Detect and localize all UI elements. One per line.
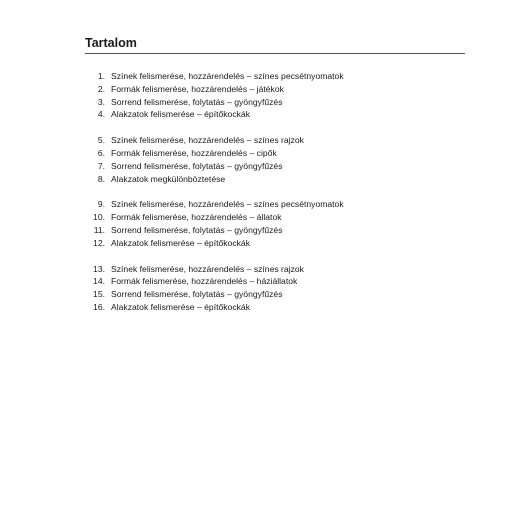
toc-entry-title: Alakzatok felismerése – építőkockák	[111, 301, 250, 312]
toc-entry	[85, 147, 465, 160]
page-title: Tartalom	[85, 36, 137, 50]
toc-entry	[85, 70, 465, 83]
toc-entry	[85, 134, 465, 147]
toc-group	[85, 198, 465, 249]
toc-entry	[85, 160, 465, 173]
toc-entry	[85, 83, 465, 96]
toc-entry-number: 14.	[93, 276, 105, 287]
document-page	[85, 36, 465, 327]
toc-entry-title: Formák felismerése, hozzárendelés – cipők	[111, 147, 277, 158]
toc-entry-number: 12.	[93, 237, 105, 248]
toc-entry-title: Formák felismerése, hozzárendelés – játékok	[111, 83, 284, 94]
toc-entry	[85, 173, 465, 186]
toc-entry-title: Alakzatok megkülönböztetése	[111, 173, 226, 184]
toc-entry-title: Sorrend felismerése, folytatás – gyöngyfűzés	[111, 160, 283, 171]
toc-entry	[85, 211, 465, 224]
toc-entry-number: 4.	[97, 109, 105, 120]
toc-entry-title: Formák felismerése, hozzárendelés – háziállatok	[111, 276, 298, 287]
toc-entry-number: 1.	[97, 71, 105, 81]
toc-entry-title: Színek felismerése, hozzárendelés – színes rajzok	[111, 263, 304, 274]
toc-entry-number: 8.	[97, 173, 105, 184]
toc-entry-number: 15.	[93, 289, 105, 300]
toc-entry-number: 7.	[97, 160, 105, 171]
toc-entry-title: Színek felismerése, hozzárendelés – színes pecsétnyomatok	[111, 199, 344, 210]
toc-entry	[85, 198, 465, 211]
toc-entry-number: 9.	[97, 199, 105, 210]
toc-entry	[85, 224, 465, 237]
toc-entry	[85, 288, 465, 301]
toc-entry-title: Alakzatok felismerése – építőkockák	[111, 109, 250, 120]
toc-entry	[85, 263, 465, 276]
table-of-contents	[85, 70, 465, 314]
title-divider	[85, 53, 465, 54]
toc-entry-title: Sorrend felismerése, folytatás – gyöngyfűzés	[111, 289, 283, 300]
toc-entry	[85, 96, 465, 109]
toc-entry	[85, 108, 465, 121]
toc-entry-number: 10.	[93, 212, 105, 223]
toc-entry-number: 11.	[93, 224, 105, 235]
toc-group	[85, 134, 465, 185]
toc-group	[85, 70, 465, 121]
toc-entry-number: 5.	[97, 135, 105, 146]
toc-entry-title: Színek felismerése, hozzárendelés – színes pecsétnyomatok	[111, 71, 344, 81]
toc-entry-title: Sorrend felismerése, folytatás – gyöngyfűzés	[111, 96, 283, 107]
toc-entry	[85, 237, 465, 250]
toc-entry-number: 16.	[93, 301, 105, 312]
toc-entry-number: 6.	[97, 147, 105, 158]
toc-entry-number: 3.	[97, 96, 105, 107]
toc-entry-title: Alakzatok felismerése – építőkockák	[111, 237, 250, 248]
toc-entry-number: 2.	[97, 83, 105, 94]
toc-entry-title: Formák felismerése, hozzárendelés – állatok	[111, 212, 282, 223]
toc-entry-title: Színek felismerése, hozzárendelés – színes rajzok	[111, 135, 304, 146]
toc-group	[85, 263, 465, 314]
toc-entry-number: 13.	[93, 263, 105, 274]
toc-entry-title: Sorrend felismerése, folytatás – gyöngyfűzés	[111, 224, 283, 235]
toc-entry	[85, 301, 465, 314]
toc-entry	[85, 275, 465, 288]
